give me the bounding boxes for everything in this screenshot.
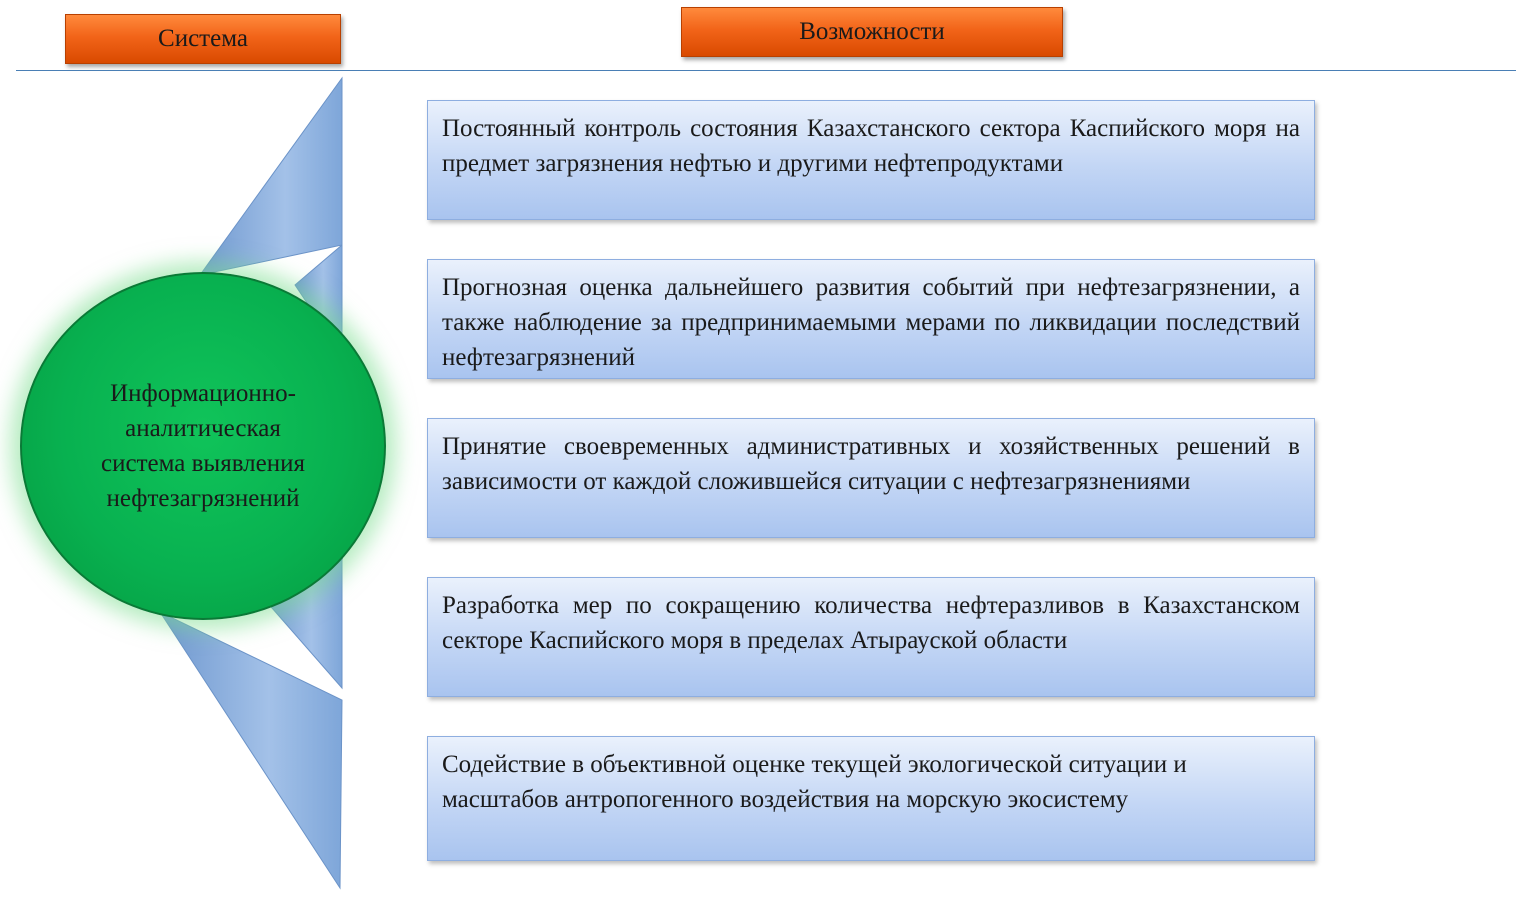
capability-box-1	[427, 100, 1315, 220]
capability-box-5	[427, 736, 1315, 861]
capability-text-1: Постоянный контроль состояния Казахстанского сектора Каспийского моря на предмет загрязнения нефтью и другими нефтепродуктами	[442, 115, 1300, 177]
capability-box-4	[427, 577, 1315, 697]
system-name: Информационно- аналитическая система выявления нефтезагрязнений	[101, 380, 305, 512]
capability-text-5: Содействие в объективной оценке текущей экологической ситуации и масштабов антропогенного воздействия на морскую экосистему	[442, 751, 1187, 813]
connector-arrow-1	[200, 78, 342, 275]
capability-box-3	[427, 418, 1315, 538]
system-circle	[20, 272, 386, 620]
capability-box-2	[427, 259, 1315, 379]
capability-text-3: Принятие своевременных административных и хозяйственных решений в зависимости от каждой сложившейся ситуации с нефтезагрязнениями	[442, 433, 1300, 495]
capability-text-4: Разработка мер по сокращению количества нефтеразливов в Казахстанском секторе Каспийского моря в пределах Атырауской области	[442, 592, 1300, 654]
system-header: Система	[65, 14, 341, 64]
capability-text-2: Прогнозная оценка дальнейшего развития событий при нефтезагрязнении, а также наблюдение за предпринимаемыми мерами по ликвидации последствий нефтезагрязнений	[442, 274, 1300, 371]
capabilities-header: Возможности	[681, 7, 1063, 57]
